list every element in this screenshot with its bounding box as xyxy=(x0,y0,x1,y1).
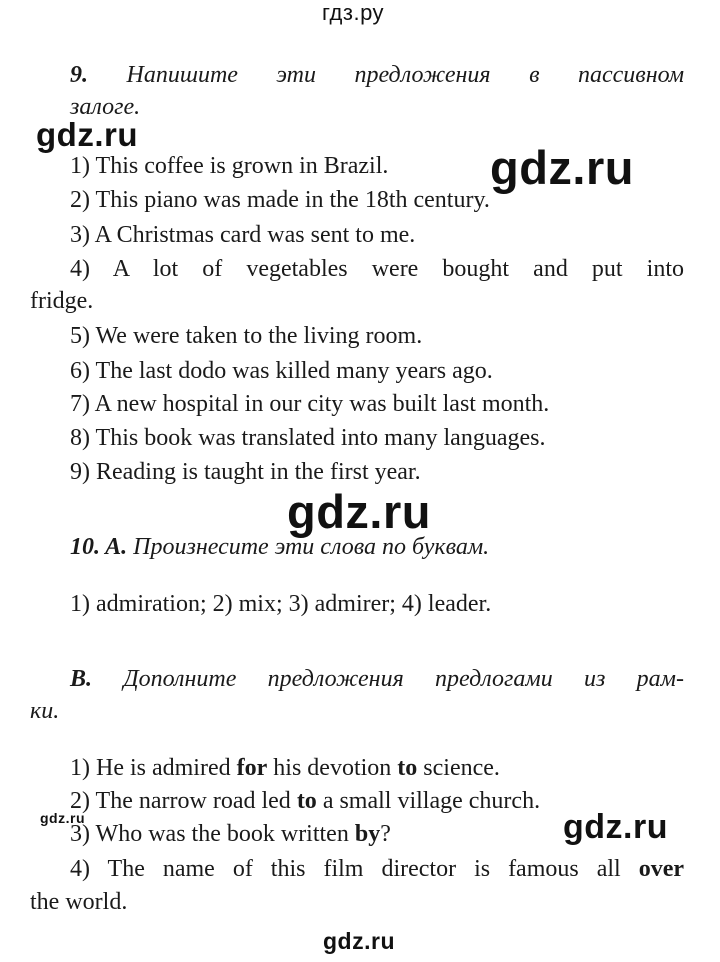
watermark: gdz.ru xyxy=(490,141,634,194)
answer-line: fridge. xyxy=(30,288,94,314)
answer-text: science. xyxy=(417,755,500,781)
answer-line xyxy=(70,786,540,816)
answer-preposition: to xyxy=(397,755,418,781)
answer-line: 1) admiration; 2) mix; 3) admirer; 4) leader. xyxy=(70,591,492,617)
watermark: gdz.ru xyxy=(287,485,431,538)
exercise-10b-letter: B. xyxy=(70,666,93,692)
exercise-9-instruction-cont: залоге. xyxy=(70,94,141,120)
answer-line: the world. xyxy=(30,889,128,915)
answer-text: 4) The name of this film director is famous all xyxy=(70,856,639,882)
exercise-10b-heading xyxy=(70,664,684,694)
answer-line: 3) A Christmas card was sent to me. xyxy=(70,222,416,248)
exercise-10b-instruction: Дополните предложения предлогами из рам- xyxy=(123,666,684,692)
answer-line: 8) This book was translated into many languages. xyxy=(70,425,546,451)
watermark: gdz.ru xyxy=(36,116,138,153)
exercise-9-heading xyxy=(70,60,684,90)
exercise-9-number: 9. xyxy=(70,62,88,88)
watermark: gdz.ru xyxy=(563,808,668,846)
answer-line xyxy=(70,854,684,884)
answer-text: his devotion xyxy=(267,755,398,781)
answer-text: ? xyxy=(380,821,391,847)
answer-preposition: for xyxy=(236,755,268,781)
answer-line xyxy=(70,753,500,783)
answer-line xyxy=(70,819,391,849)
answer-preposition: by xyxy=(354,821,381,847)
answer-text: a small village church. xyxy=(316,788,541,814)
exercise-10a-number: 10. A. xyxy=(70,534,128,560)
exercise-10a-heading xyxy=(70,532,489,562)
answer-line: 7) A new hospital in our city was built last month. xyxy=(70,391,550,417)
answer-text: 1) He is admired xyxy=(70,755,237,781)
answer-preposition: over xyxy=(638,856,684,882)
answer-line: 5) We were taken to the living room. xyxy=(70,323,423,349)
answer-line: 1) This coffee is grown in Brazil. xyxy=(70,153,389,179)
exercise-10b-instruction-cont: ки. xyxy=(30,698,60,724)
watermark-top: гдз.ру xyxy=(322,0,385,25)
answer-line: 2) This piano was made in the 18th century. xyxy=(70,187,490,213)
answer-line: 6) The last dodo was killed many years ago. xyxy=(70,358,493,384)
exercise-9-instruction: Напишите эти предложения в пассивном xyxy=(126,62,685,88)
answer-text: 2) The narrow road led xyxy=(70,788,297,814)
answer-preposition: to xyxy=(296,788,317,814)
watermark: gdz.ru xyxy=(40,810,85,826)
answer-text: 3) Who was the book written xyxy=(70,821,355,847)
answer-line: 4) A lot of vegetables were bought and put into xyxy=(70,256,684,282)
answer-line: 9) Reading is taught in the first year. xyxy=(70,459,421,485)
exercise-10a-instruction: Произнесите эти слова по буквам. xyxy=(133,534,490,560)
watermark-bottom: gdz.ru xyxy=(323,928,395,954)
